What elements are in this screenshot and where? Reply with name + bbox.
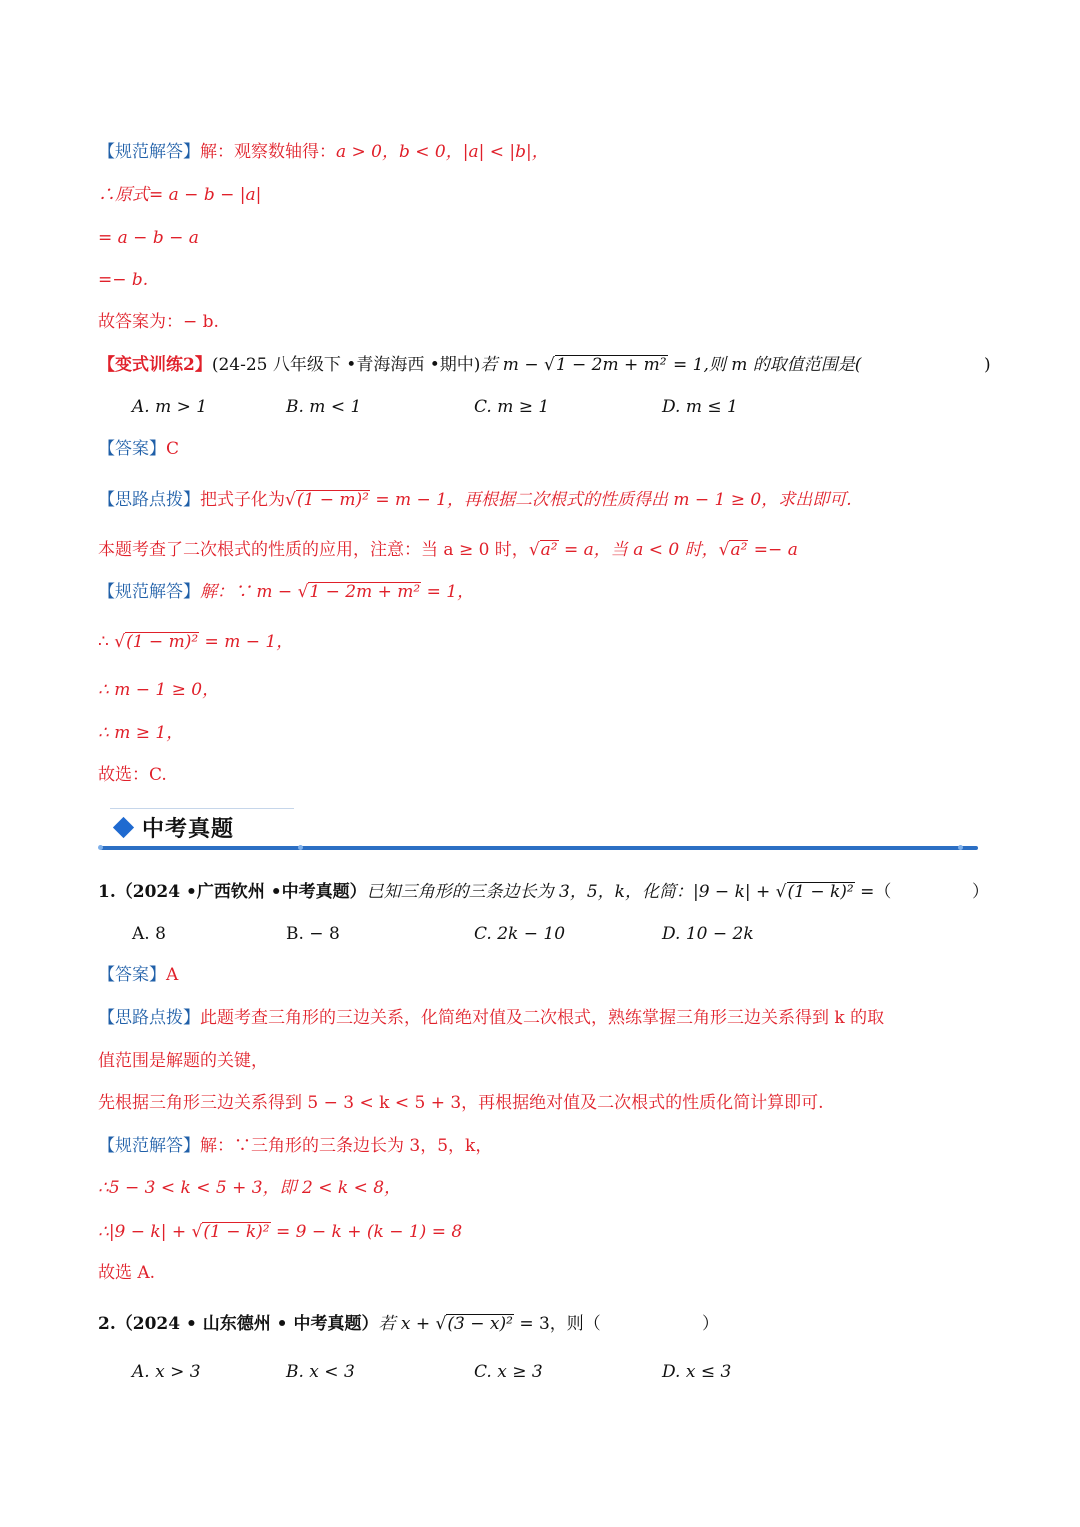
banner-dot — [958, 845, 963, 850]
option-d: D. m ≤ 1 — [662, 397, 738, 417]
question-source: （2024 • 山东德州 • 中考真题） — [115, 1314, 379, 1334]
solution2-line-1: 【规范解答】解：∵ m − √1 − 2m + m² = 1， — [98, 582, 475, 602]
sqrt-expression: √(1 − m)² — [114, 632, 199, 652]
q1-solution-line-4: 故选 A. — [98, 1263, 156, 1283]
sqrt-expression: √a² — [528, 540, 558, 560]
answer-tag: 【答案】 — [98, 965, 166, 985]
question-number: 1. — [98, 882, 116, 902]
hint-line-2: 值范围是解题的关键， — [98, 1051, 268, 1071]
banner-underline — [100, 846, 978, 850]
q1-solution-line-2: ∴5 − 3 < k < 5 + 3，即 2 < k < 8， — [98, 1178, 402, 1198]
section-title: 中考真题 — [142, 817, 235, 842]
answer-value: A — [166, 965, 179, 985]
option-a: A. m > 1 — [132, 397, 208, 417]
variant-tag: 【变式训练2】 — [98, 355, 212, 375]
note-line: 本题考查了二次根式的性质的应用，注意：当 a ≥ 0 时，√a² = a，当 a < 0 时，√a² =− a — [98, 540, 798, 560]
option-a: A. 8 — [132, 924, 166, 944]
solution2-line-5: 故选：C. — [98, 765, 167, 785]
q1-solution-line-1: 【规范解答】解：∵三角形的三条边长为 3，5，k， — [98, 1136, 493, 1156]
solution2-line-4: ∴ m ≥ 1， — [98, 723, 184, 743]
sqrt-expression: √(3 − x)² — [435, 1314, 513, 1334]
option-b: B. m < 1 — [286, 397, 362, 417]
option-b: B. x < 3 — [286, 1362, 355, 1382]
section-banner — [98, 808, 978, 852]
question-1: 1.（2024 •广西钦州 •中考真题）已知三角形的三条边长为 3，5，k，化简：|9 − k| + √(1 − k)² =（ — [98, 882, 892, 902]
question-source: （2024 •广西钦州 •中考真题） — [115, 882, 367, 902]
sqrt-expression: √a² — [718, 540, 748, 560]
hint-line-3: 先根据三角形三边关系得到 5 − 3 < k < 5 + 3，再根据绝对值及二次根式的性质化简计算即可. — [98, 1093, 824, 1113]
option-a: A. x > 3 — [132, 1362, 201, 1382]
sqrt-expression: √1 − 2m + m² — [297, 582, 421, 602]
q1-solution-line-3: ∴|9 − k| + √(1 − k)² = 9 − k + (k − 1) = 8 — [98, 1222, 463, 1242]
answer-tag: 【答案】 — [98, 439, 166, 459]
variant-question: 【变式训练2】(24-25 八年级下 •青海海西 •期中)若 m − √1 − 2m + m² = 1,则 m 的取值范围是( — [98, 355, 862, 375]
hint-tag: 【思路点拨】 — [98, 490, 200, 510]
question-number: 2. — [98, 1314, 116, 1334]
option-b: B. − 8 — [286, 924, 340, 944]
banner-dot — [298, 845, 303, 850]
option-c: C. m ≥ 1 — [474, 397, 550, 417]
solution-tag: 【规范解答】 — [98, 582, 200, 602]
option-c: C. 2k − 10 — [474, 924, 566, 944]
solution-line-3: = a − b − a — [98, 228, 199, 248]
answer-line — [98, 963, 178, 987]
option-d: D. 10 − 2k — [662, 924, 754, 944]
answer-paren-close: ) — [984, 355, 991, 375]
question-source: (24-25 八年级下 •青海海西 •期中) — [211, 355, 481, 375]
option-c: C. x ≥ 3 — [474, 1362, 543, 1382]
solution-tag: 【规范解答】 — [98, 1136, 200, 1156]
solution-line-2: ∴原式= a − b − |a| — [98, 185, 262, 205]
sqrt-expression: √(1 − k)² — [775, 882, 854, 902]
solution2-line-2: ∴ √(1 − m)² = m − 1， — [98, 632, 294, 652]
solution-tag: 【规范解答】 — [98, 142, 200, 162]
sqrt-expression: √(1 − k)² — [191, 1222, 270, 1242]
answer-value: C — [166, 439, 180, 459]
hint-tag: 【思路点拨】 — [98, 1008, 200, 1028]
solution-line-1: 【规范解答】解：观察数轴得：a > 0，b < 0，|a| < |b|， — [98, 142, 549, 162]
option-d: D. x ≤ 3 — [662, 1362, 732, 1382]
question-2: 2.（2024 • 山东德州 • 中考真题）若 x + √(3 − x)² = 3，则（ — [98, 1314, 601, 1334]
hint-line-1: 【思路点拨】此题考查三角形的三边关系，化简绝对值及二次根式，熟练掌握三角形三边关系得到 k 的取 — [98, 1008, 885, 1028]
sqrt-expression: √(1 − m)² — [285, 490, 369, 510]
solution-line-5: 故答案为：− b. — [98, 312, 219, 332]
solution-line-4: =− b. — [98, 270, 149, 290]
hint-line: 【思路点拨】把式子化为√(1 − m)² = m − 1，再根据二次根式的性质得出 m − 1 ≥ 0，求出即可. — [98, 490, 852, 510]
banner-dot — [98, 845, 103, 850]
sqrt-expression: √1 − 2m + m² — [543, 355, 667, 375]
solution2-line-3: ∴ m − 1 ≥ 0， — [98, 680, 220, 700]
answer-paren-close: ） — [972, 882, 989, 902]
banner-top-line — [110, 808, 294, 809]
diamond-icon — [113, 817, 134, 838]
answer-paren-close: ） — [702, 1314, 719, 1334]
answer-line — [98, 437, 179, 461]
